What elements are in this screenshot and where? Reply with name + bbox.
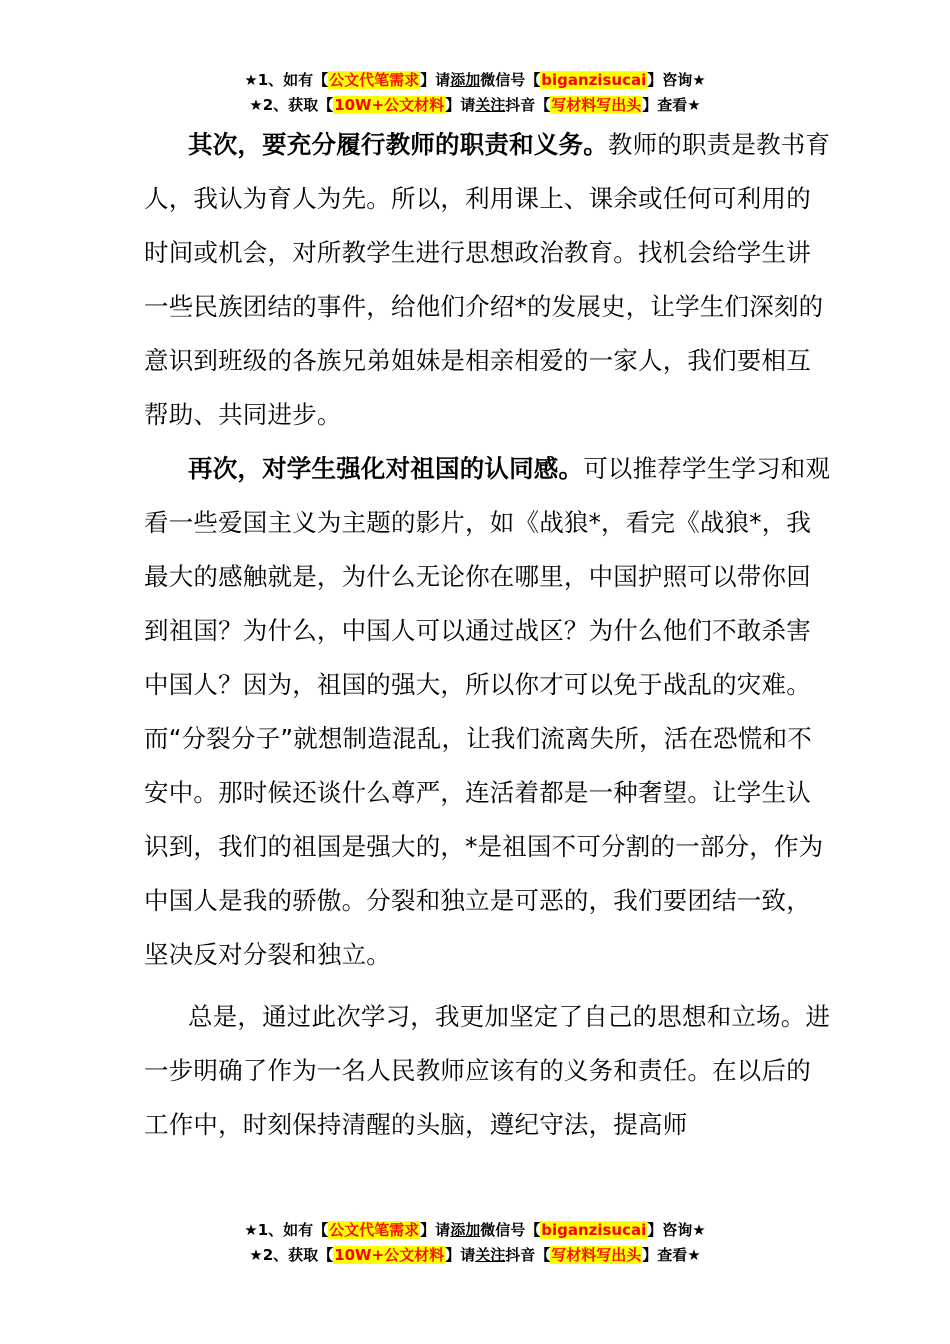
- paragraph: [144, 118, 834, 442]
- banner-highlight: 公文代笔需求: [329, 71, 420, 89]
- banner-highlight: 公文代笔需求: [329, 1221, 420, 1239]
- banner-highlight: 10W+公文材料: [334, 96, 445, 114]
- paragraph: [144, 442, 834, 982]
- banner-line-1: ★1、如有【公文代笔需求】请添加微信号【biganzisucai】咨询★: [244, 71, 706, 89]
- paragraph: [144, 990, 834, 1152]
- banner-highlight: 10W+公文材料: [334, 1246, 445, 1264]
- footer-banner: [0, 1218, 950, 1268]
- banner-highlight: biganzisucai: [541, 1221, 647, 1239]
- banner-line-2: ★2、获取【10W+公文材料】请关注抖音【写材料写出头】查看★: [249, 96, 701, 114]
- paragraph-text: 可以推荐学生学习和观看一些爱国主义为主题的影片，如《战狼*，看完《战狼*，我最大的感触就是，为什么无论你在哪里，中国护照可以带你回到祖国？为什么，中国人可以通过战区？为什么他们不敢杀害中国人？因为，祖国的强大，所以你才可以免于战乱的灾难。而“分裂分子”就想制造混乱，让我们流离失所，活在恐慌和不安中。那时候还谈什么尊严，连活着都是一种奢望。让学生认识到，我们的祖国是强大的，*是祖国不可分割的一部分，作为中国人是我的骄傲。分裂和独立是可恶的，我们要团结一致，坚决反对分裂和独立。: [144, 454, 831, 969]
- paragraph-text: 总是，通过此次学习，我更加坚定了自己的思想和立场。进一步明确了作为一名人民教师应该有的义务和责任。在以后的工作中，时刻保持清醒的头脑，遵纪守法，提高师: [144, 1002, 831, 1139]
- header-banner: [0, 68, 950, 118]
- banner-line-2: ★2、获取【10W+公文材料】请关注抖音【写材料写出头】查看★: [249, 1246, 701, 1264]
- banner-highlight: 写材料写出头: [551, 1246, 642, 1264]
- paragraph-lead: 其次，要充分履行教师的职责和义务。: [188, 130, 608, 159]
- banner-line-1: ★1、如有【公文代笔需求】请添加微信号【biganzisucai】咨询★: [244, 1221, 706, 1239]
- document-body: [144, 118, 834, 1152]
- banner-highlight: biganzisucai: [541, 71, 647, 89]
- banner-highlight: 写材料写出头: [551, 96, 642, 114]
- paragraph-lead: 再次，对学生强化对祖国的认同感。: [188, 454, 584, 483]
- paragraph-text: 教师的职责是教书育人，我认为育人为先。所以，利用课上、课余或任何可利用的时间或机会，对所教学生进行思想政治教育。找机会给学生讲一些民族团结的事件，给他们介绍*的发展史，让学生们深刻的意识到班级的各族兄弟姐妹是相亲相爱的一家人，我们要相互帮助、共同进步。: [144, 130, 831, 429]
